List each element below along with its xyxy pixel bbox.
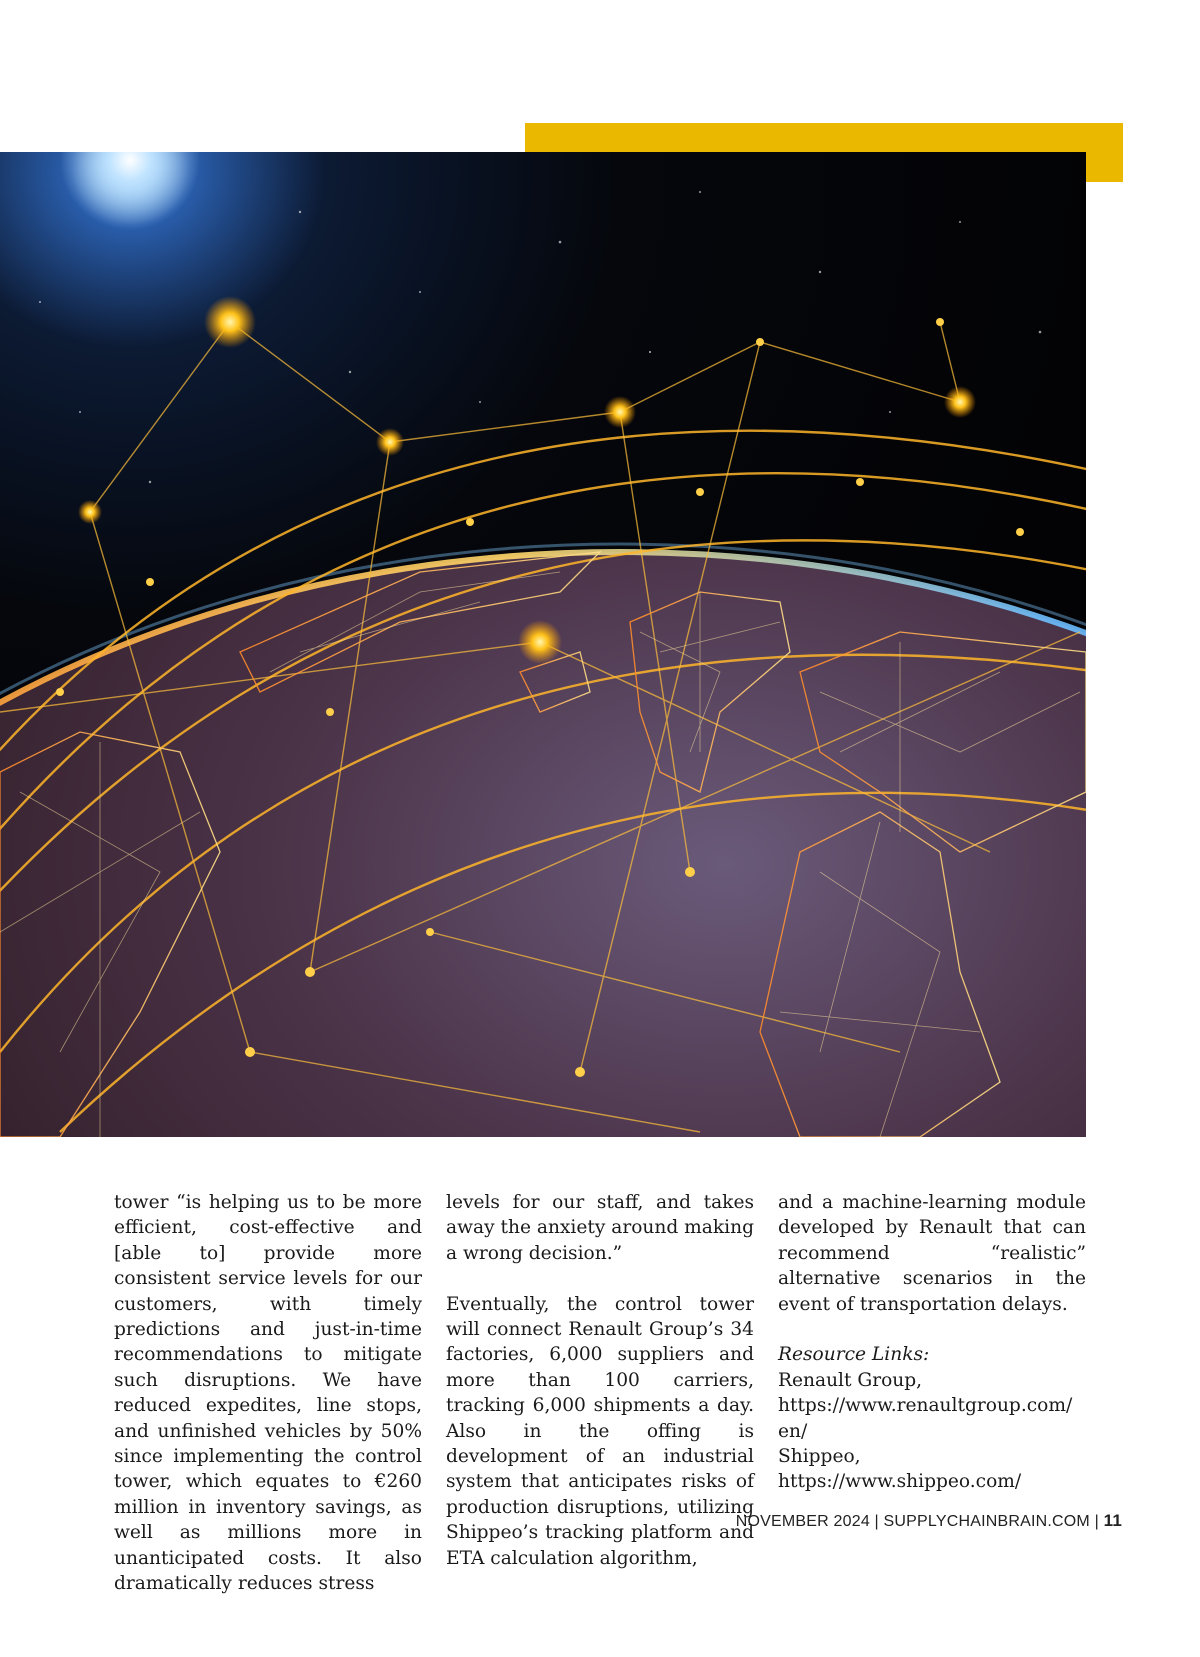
shippeo-label: Shippeo,: [778, 1446, 861, 1468]
footer-text: NOVEMBER 2024 | SUPPLYCHAINBRAIN.COM |: [735, 1513, 1104, 1530]
article-columns: [114, 1190, 1086, 1595]
renault-group-link[interactable]: https://www.renaultgroup.com/: [778, 1395, 1073, 1417]
page-number: 11: [1103, 1511, 1122, 1530]
column-3: [778, 1190, 1086, 1495]
renault-group-link-continued[interactable]: en/: [778, 1420, 808, 1442]
shippeo-link[interactable]: https://www.shippeo.com/: [778, 1471, 1022, 1493]
renault-group-label: Renault Group,: [778, 1369, 923, 1391]
column-2-paragraph-2: Eventually, the control tower will connect Renault Group’s 34 factories, 6,000 suppliers and more than 100 carriers, tracking 6,000 shipments a day. Also in the offing is development of an industrial system that anticipates risks of production disruptions, utilizing Shippeo’s tracking platform and ETA calculation algorithm,: [446, 1293, 754, 1569]
earth-network-photo-icon: [0, 152, 1086, 1137]
column-1-paragraph: tower “is helping us to be more efficient, cost-effective and [able to] provide more consistent service levels for our customers, with timely predictions and just-in-time recommendations to mitigate such disruptions. We have reduced expedites, line stops, and unfinished vehicles by 50% since implementing the control tower, which equates to €260 million in inventory savings, as well as millions more in unanticipated costs. It also dramatically reduces stress: [114, 1192, 422, 1595]
column-2-paragraph-1: levels for our staff, and takes away the anxiety around making a wrong decision.”: [446, 1192, 754, 1264]
column-2: [446, 1190, 754, 1571]
resource-links-heading: Resource Links:: [778, 1344, 930, 1366]
column-3-paragraph: and a machine-learning module developed by Renault that can recommend “realistic” alternative scenarios in the event of transportation delays.: [778, 1192, 1086, 1315]
page-footer: [736, 1511, 1122, 1531]
hero-image: [0, 152, 1086, 1137]
column-1: [114, 1190, 422, 1597]
